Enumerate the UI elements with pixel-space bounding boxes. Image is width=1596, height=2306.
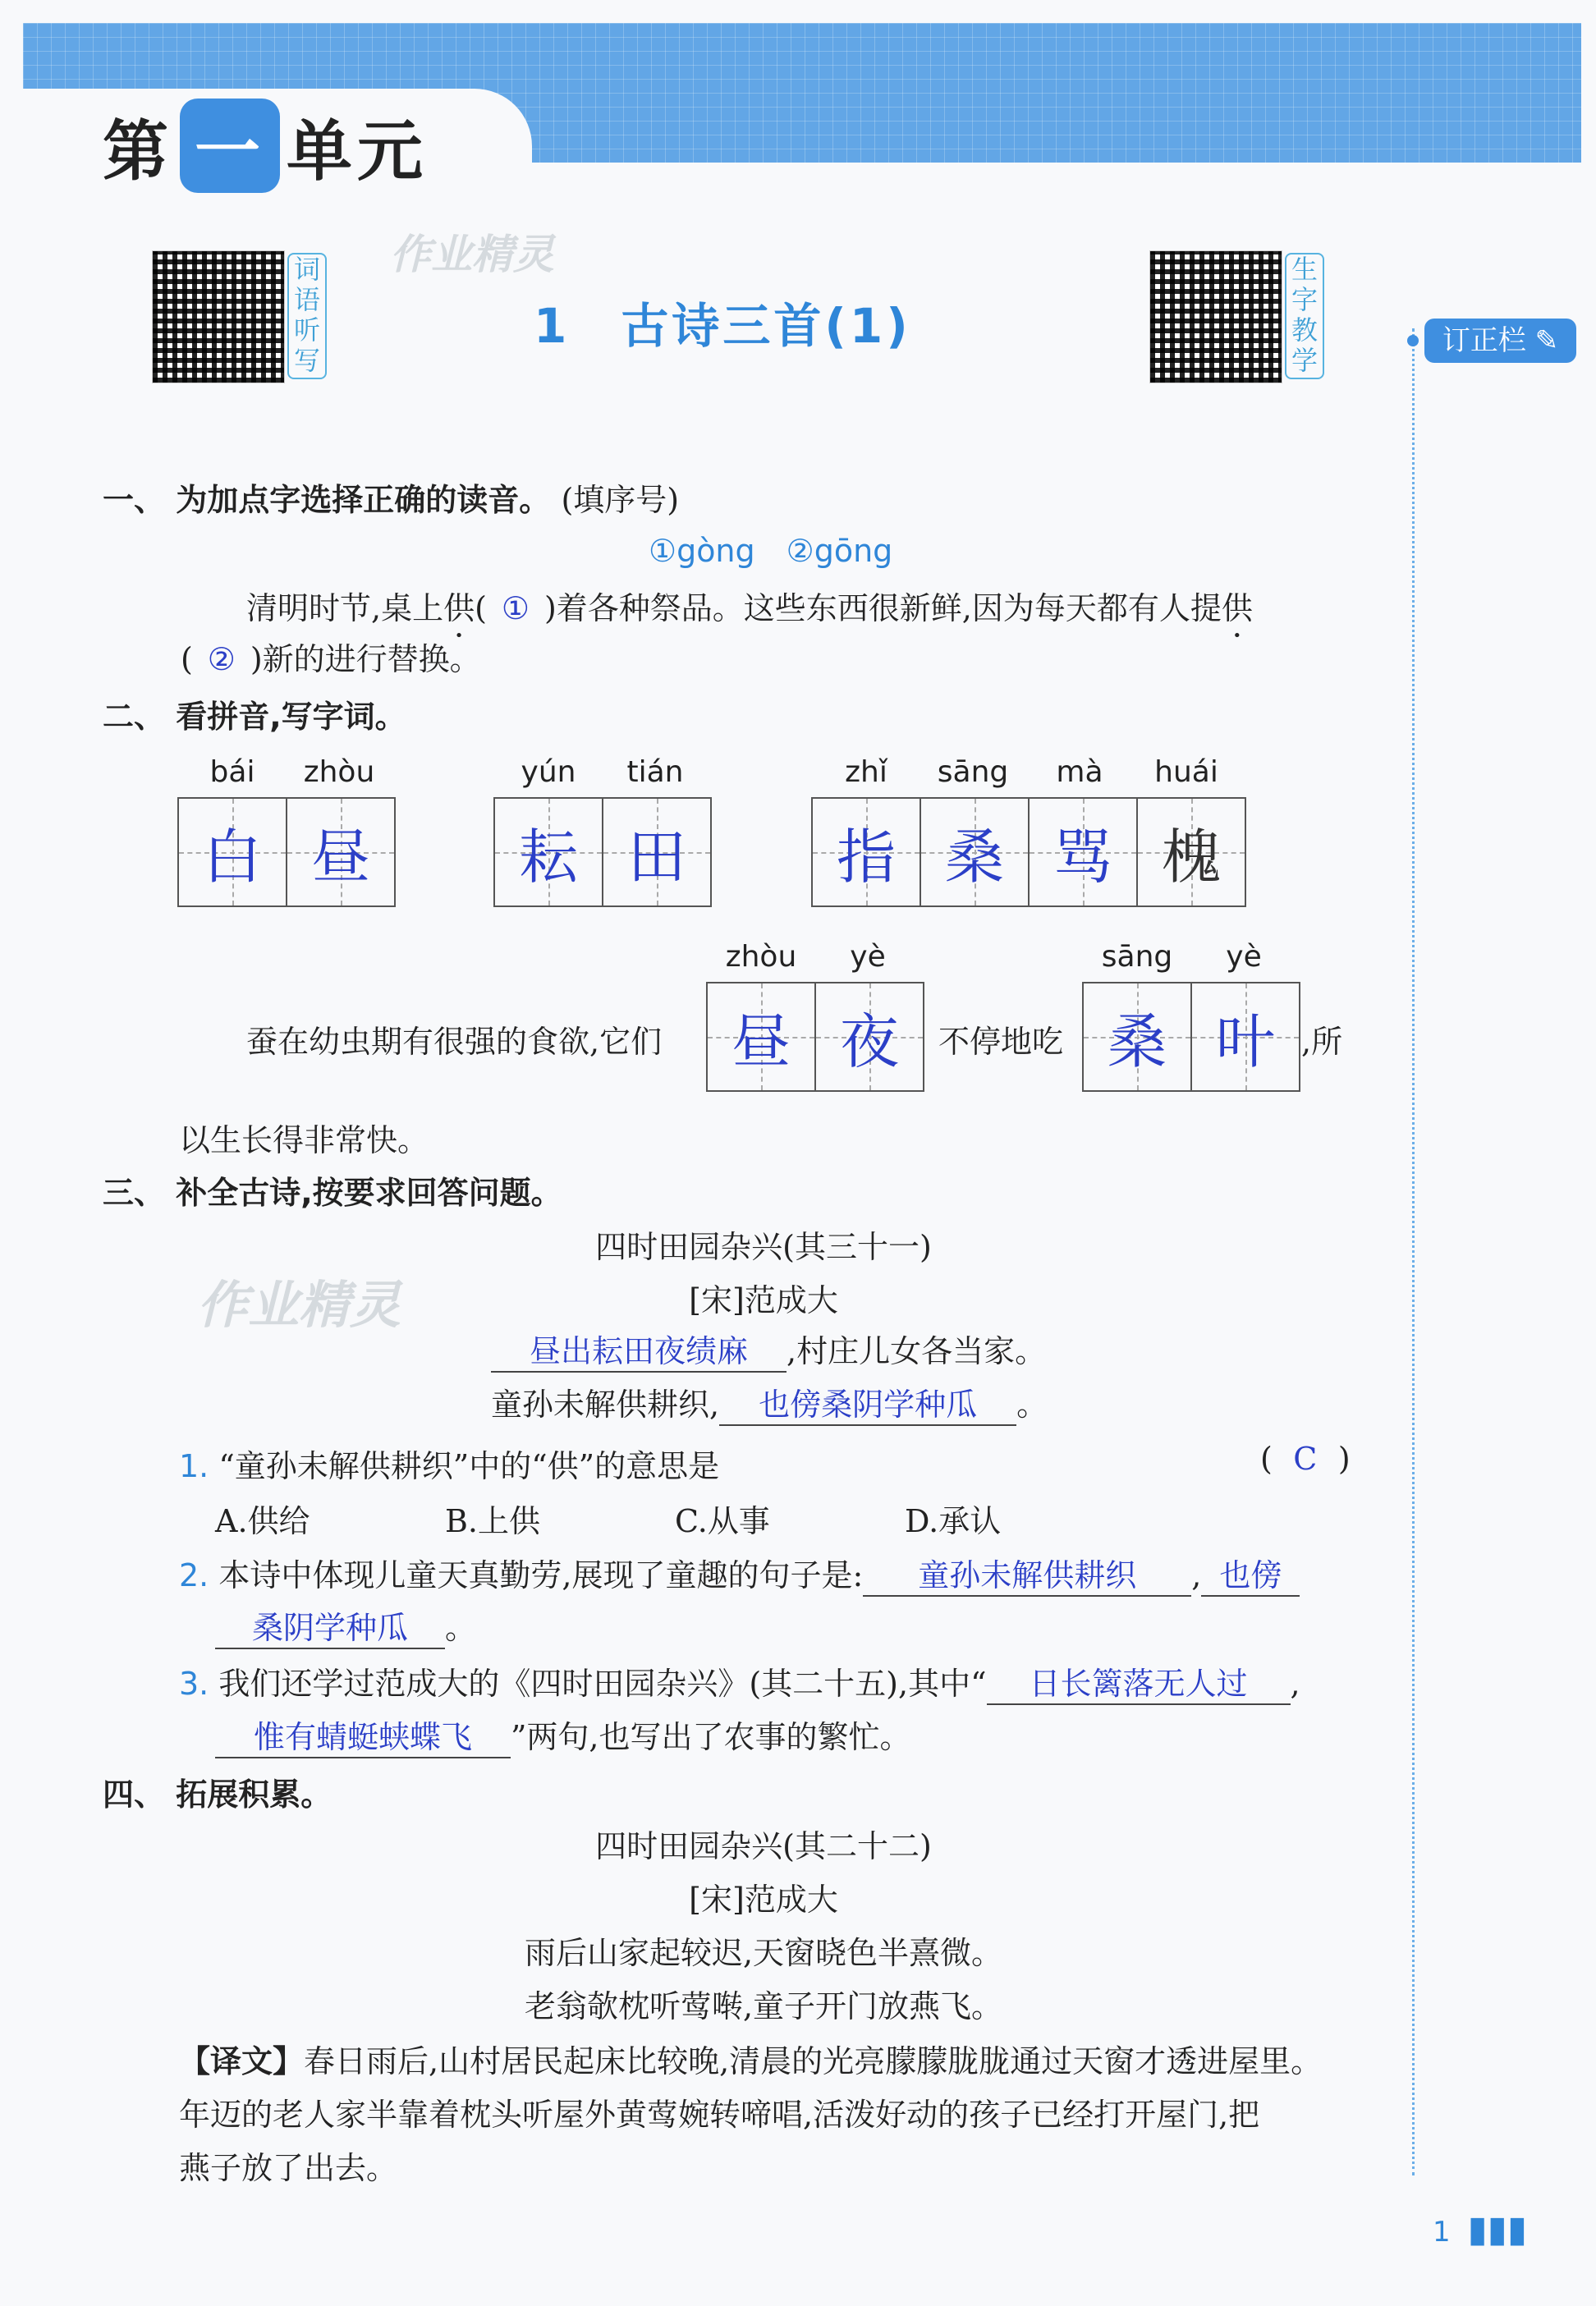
section1-heading-text: 一、 为加点字选择正确的读音。	[103, 482, 551, 518]
char-cell[interactable]: 田	[602, 797, 712, 907]
q1-answer[interactable]: C	[1293, 1441, 1318, 1477]
qr-left-label: 词语听写	[287, 253, 327, 379]
poem1-line1	[491, 1326, 1046, 1373]
q1-text: “童孙未解供耕织”中的“供”的意思是	[218, 1448, 720, 1484]
word-group-5	[1084, 940, 1300, 1092]
correction-tag-label: 订正栏	[1442, 324, 1526, 357]
q1-answer-box	[1260, 1441, 1351, 1477]
char-cell[interactable]: 骂	[1028, 797, 1138, 907]
poem2-line1: 雨后山家起较迟,天窗晓色半熹微。	[524, 1935, 1003, 1971]
line1-part-b: )着各种祭品。这些东西很新鲜,因为每天都有人提	[543, 590, 1222, 626]
unit-title	[103, 99, 428, 193]
pencil-icon: ✎	[1534, 324, 1559, 357]
line2-open: (	[181, 641, 193, 677]
char-cell[interactable]: 白	[177, 797, 287, 907]
q2-text: 本诗中体现儿童天真勤劳,展现了童趣的句子是:	[218, 1557, 864, 1593]
q3-text: 我们还学过范成大的《四时田园杂兴》(其二十五),其中“	[218, 1666, 987, 1702]
section1-note: (填序号)	[561, 482, 680, 518]
q1-option-a: A.供给	[215, 1503, 310, 1539]
q1-open: (	[1260, 1441, 1273, 1477]
section1-line1	[246, 583, 1253, 628]
dotted-char-1: 供	[443, 590, 475, 626]
page-number-text: 1	[1433, 2216, 1451, 2249]
side-divider	[1412, 328, 1415, 2175]
char-cell[interactable]: 叶	[1190, 982, 1300, 1092]
pinyin: yè	[850, 940, 886, 974]
q3-comma: ,	[1290, 1666, 1300, 1702]
word-group-1	[179, 755, 396, 907]
correction-tag	[1424, 319, 1576, 363]
section3-heading: 三、 补全古诗,按要求回答问题。	[103, 1175, 562, 1211]
answer-2[interactable]: ②	[207, 641, 236, 677]
side-dot	[1407, 335, 1419, 346]
word-group-4	[708, 940, 924, 1092]
poem1-line2-start: 童孙未解供耕织,	[491, 1387, 720, 1423]
char-cell[interactable]: 耘	[493, 797, 603, 907]
q1-option-b: B.上供	[445, 1503, 541, 1539]
translation-line3: 燕子放了出去。	[179, 2150, 398, 2186]
word-group-2	[495, 755, 712, 907]
q1-option-c: C.从事	[675, 1503, 770, 1539]
pinyin: zhǐ	[845, 755, 887, 789]
dotted-char-2: 供	[1221, 590, 1253, 626]
q3-number: 3.	[179, 1666, 209, 1702]
q2-number: 2.	[179, 1557, 209, 1593]
char-cell[interactable]: 昼	[286, 797, 396, 907]
pinyin: sāng	[1101, 940, 1173, 974]
poem2-author: [宋]范成大	[689, 1882, 838, 1918]
section1-heading	[103, 474, 679, 520]
section1-line2	[181, 634, 481, 679]
pinyin: yún	[521, 755, 576, 789]
pinyin: zhòu	[725, 940, 797, 974]
q1-option-d: D.承认	[905, 1503, 1002, 1539]
poem2-line2: 老翁欹枕听莺啭,童子开门放燕飞。	[524, 1988, 1003, 2024]
pinyin: zhòu	[303, 755, 375, 789]
q1-number: 1.	[179, 1448, 209, 1484]
q1-close: )	[1337, 1441, 1351, 1477]
char-cell[interactable]: 昼	[706, 982, 816, 1092]
pinyin: mà	[1056, 755, 1103, 789]
section1-options: ①gòng ②gōng	[649, 533, 893, 569]
line1-open: (	[475, 590, 487, 626]
char-cell[interactable]: 桑	[1082, 982, 1192, 1092]
translation-line2: 年迈的老人家半靠着枕头听屋外黄莺婉转啼唱,活泼好动的孩子已经打开屋门,把	[179, 2097, 1260, 2133]
qr-code-right[interactable]	[1149, 250, 1282, 383]
q2-end: 。	[445, 1610, 477, 1646]
question-3	[179, 1658, 1300, 1705]
answer-1[interactable]: ①	[501, 590, 530, 626]
pinyin: tián	[626, 755, 684, 789]
poem1-line1-rest: ,村庄儿女各当家。	[787, 1333, 1047, 1369]
watermark-middle: 作业精灵	[197, 1275, 401, 1335]
word-group-3	[813, 755, 1246, 907]
char-cell[interactable]: 桑	[920, 797, 1030, 907]
char-cell-printed: 槐	[1136, 797, 1246, 907]
q2-blank-2b[interactable]: 桑阴学种瓜	[215, 1602, 445, 1649]
page-number	[1433, 2208, 1527, 2250]
q3-blank-2[interactable]: 惟有蜻蜓蛱蝶飞	[215, 1712, 511, 1758]
sentence-part-c: ,所	[1301, 1024, 1343, 1060]
line2-part-b: )新的进行替换。	[250, 641, 481, 677]
poem1-blank-2[interactable]: 也傍桑阴学种瓜	[719, 1379, 1016, 1426]
lesson-title	[534, 287, 911, 356]
line1-part-a: 清明时节,桌上	[246, 590, 444, 626]
pinyin: bái	[209, 755, 255, 789]
q2-blank-1[interactable]: 童孙未解供耕织	[863, 1550, 1191, 1597]
poem2-title: 四时田园杂兴(其二十二)	[595, 1828, 932, 1864]
qr-right-label: 生字教学	[1285, 253, 1324, 379]
section2-heading: 二、 看拼音,写字词。	[103, 699, 406, 735]
sentence-part-a: 蚕在幼虫期有很强的食欲,它们	[246, 1024, 663, 1060]
pinyin: sāng	[937, 755, 1009, 789]
question-3-cont	[215, 1712, 911, 1758]
char-cell[interactable]: 指	[811, 797, 921, 907]
question-1	[179, 1441, 719, 1486]
translation-label: 【译文】	[179, 2043, 305, 2079]
poem1-author: [宋]范成大	[689, 1282, 838, 1318]
q3-end: ”两句,也写出了农事的繁忙。	[511, 1719, 911, 1755]
poem1-line2-end: 。	[1016, 1387, 1048, 1423]
sentence-part-b: 不停地吃	[938, 1024, 1064, 1060]
question-2-cont	[215, 1602, 476, 1649]
translation-text-1: 春日雨后,山村居民起床比较晚,清晨的光亮朦朦胧胧通过天窗才透进屋里。	[304, 2043, 1323, 2079]
pinyin: huái	[1154, 755, 1218, 789]
section4-heading: 四、 拓展积累。	[103, 1776, 332, 1813]
poem1-line2	[491, 1379, 1048, 1426]
pinyin: yè	[1226, 940, 1262, 974]
lesson-title-text: 古诗三首(1)	[621, 298, 911, 354]
translation-line1	[179, 2036, 1322, 2081]
q1-options	[215, 1496, 1001, 1541]
lesson-number: 1	[534, 298, 571, 354]
watermark-top: 作业精灵	[390, 231, 554, 278]
poem1-blank-1[interactable]: 昼出耘田夜绩麻	[491, 1326, 787, 1373]
q2-blank-2a[interactable]: 也傍	[1201, 1550, 1300, 1597]
qr-code-left[interactable]	[152, 250, 285, 383]
sentence-part-d: 以生长得非常快。	[179, 1122, 429, 1158]
books-icon: ▮▮▮	[1467, 2208, 1528, 2250]
q2-comma: ,	[1191, 1557, 1202, 1593]
unit-prefix: 第	[103, 113, 173, 190]
question-2	[179, 1550, 1300, 1597]
q3-blank-1[interactable]: 日长篱落无人过	[987, 1658, 1291, 1705]
char-cell[interactable]: 夜	[814, 982, 924, 1092]
poem1-title: 四时田园杂兴(其三十一)	[595, 1229, 932, 1265]
unit-suffix: 单元	[287, 113, 428, 190]
unit-number: 一	[180, 99, 280, 193]
